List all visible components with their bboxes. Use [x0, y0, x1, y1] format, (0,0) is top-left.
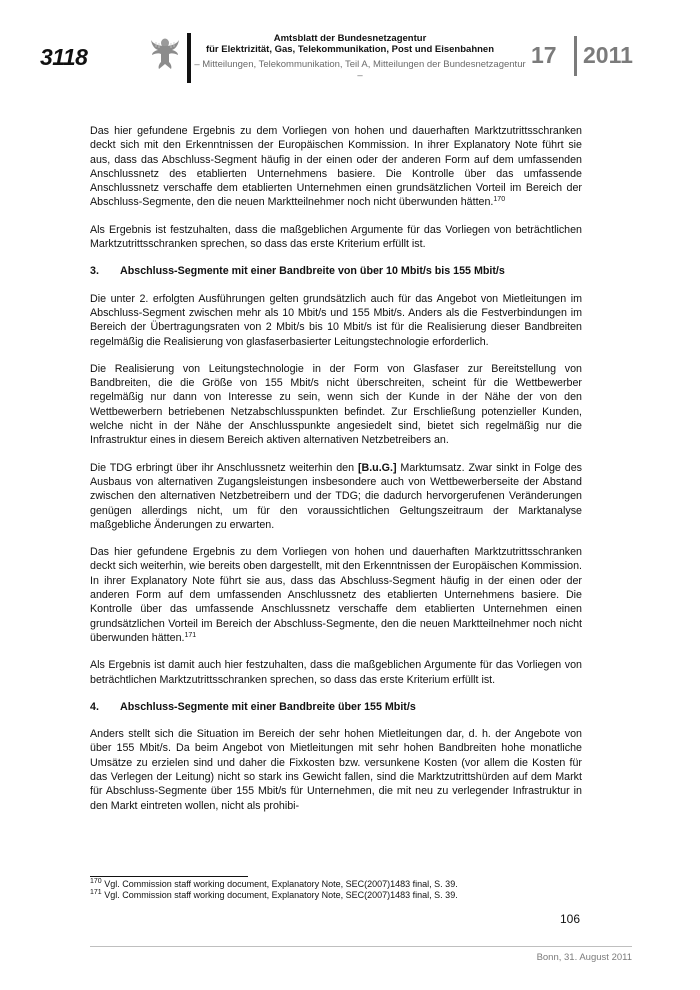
footnote-divider [90, 876, 248, 877]
document-page-number: 106 [560, 912, 581, 926]
paragraph-text: Die TDG erbringt über ihr Anschlussnetz weiterhin den [90, 461, 358, 474]
paragraph: Anders stellt sich die Situation im Bereich der sehr hohen Mietleitungen dar, d. h. der Angebote von über 155 Mbit/s. Da beim Angebot von Mietleitungen mit sehr hohen Bandbreiten hohe monatliche Umsätze zu erzielen sind und daher die Fixkosten bzw. versunkene Kosten (vor allem die Kosten für das Verlegen der Leitung) nicht so stark ins Gewicht fallen, sind die Marktzutrittshürden auf dem Markt für Abschluss-Segmente über 155 Mbit/s für Unternehmen, die mit neu zu verlegender Infrastruktur in den Markt eintreten wollen, nicht als prohibi- [90, 728, 582, 812]
footnote-text: Vgl. Commission staff working document, Explanatory Note, SEC(2007)1483 final, S. 39. [101, 879, 458, 889]
heading-number: 3. [90, 265, 99, 278]
heading-text: Abschluss-Segmente mit einer Bandbreite über 155 Mbit/s [120, 700, 416, 713]
paragraph-text: Marktumsatz. Zwar sinkt in Folge des Ausbaus von alternativen Zugangsleistungen insbesondere auch von Wettbewerberseite der Abstand zwischen den alternativen Netzbetreibern und der TDG; die dadurch hervorgerufenen Veränderungen genügen allerdings nicht, um für den voraussichtlichen Geltungszeitraum der Marktanalyse maßgebliche Änderungen zu erwarten. [90, 461, 582, 531]
gazette-title: Amtsblatt der Bundesnetzagentur [273, 33, 427, 44]
issue-year: 2011 [583, 42, 633, 68]
gazette-page-number: 3118 [40, 44, 88, 70]
gazette-section: – Mitteilungen, Telekommunikation, Teil A, Mitteilungen der Bundesnetzagentur – [194, 59, 526, 81]
footnote-number: 170 [90, 878, 102, 885]
gazette-title-subline: für Elektrizität, Gas, Telekommunikation, Post und Eisenbahnen [205, 44, 495, 55]
document-body [90, 124, 582, 826]
paragraph [90, 461, 582, 532]
footnote-ref[interactable]: 171 [184, 631, 197, 639]
paragraph [90, 124, 582, 210]
footer-divider [90, 946, 632, 947]
paragraph-text: Das hier gefundene Ergebnis zu dem Vorliegen von hohen und dauerhaften Marktzutrittsschranken deckt sich mit den Erkenntnissen der Europäischen Kommission. In ihrer Explanatory Note führt sie aus, dass das Abschluss-Segment häufig in der einen oder der anderen Form auf dem umfassenden Anschlussnetz des etablierten Unternehmens basiere. Die Kontrolle über das umfassende Anschlussnetz verschaffe dem etablierten Unternehmen einen grundsätzlichen Vorteil im Bereich der Abschluss-Segmente, den die neuen Marktteilnehmer noch nicht überwunden hätten. [90, 125, 582, 209]
footnote-text: Vgl. Commission staff working document, Explanatory Note, SEC(2007)1483 final, S. 39. [101, 890, 458, 900]
footnote-ref[interactable]: 170 [493, 196, 506, 204]
paragraph: Die Realisierung von Leitungstechnologie in der Form von Glasfaser zur Bereitstellung von Bandbreiten, die die Größe von 155 Mbit/s nicht überschreiten, scheint für die Wettbewerber regelmäßig nur dann von Interesse zu sein, wenn sich der Kunde in der Nähe der von den Wettbewerbern betriebenen Netzabschlusspunkten befindet. Zur Erschließung potenzieller Kunden, welche nicht in der Nähe der Anschlusspunkte angesiedelt sind, bietet sich regelmäßig nur die Infrastruktur eines in diesem Bereich aktiven alternativen Netzbetreibers an. [90, 362, 582, 447]
section-heading [90, 264, 582, 278]
footnote [90, 890, 458, 901]
section-heading [90, 700, 582, 714]
header-divider [187, 33, 191, 83]
paragraph [90, 545, 582, 645]
footnote [90, 879, 458, 890]
footer-date: Bonn, 31. August 2011 [536, 952, 632, 963]
federal-eagle-icon [150, 34, 180, 70]
redacted-marker: [B.u.G.] [357, 461, 397, 474]
heading-number: 4. [90, 700, 99, 713]
paragraph: Die unter 2. erfolgten Ausführungen gelten grundsätzlich auch für das Angebot von Mietleitungen im Abschluss-Segment zwischen mehr als 10 Mbit/s und 155 Mbit/s. Anders als die Festverbindungen im Bereich der Übertragungsraten von 2 Mbit/s bis 10 Mbit/s ist für die Realisierung dieser Bandbreiten regelmäßig die Realisierung von glasfaserbasierter Leitungstechnologie erforderlich. [90, 292, 582, 348]
footnote-number: 171 [90, 889, 102, 896]
paragraph-text: Das hier gefundene Ergebnis zu dem Vorliegen von hohen und dauerhaften Marktzutrittsschranken deckt sich weiterhin, wie bereits oben dargestellt, mit den Erkenntnissen der Europäischen Kommission. In ihrer Explanatory Note führt sie aus, dass das Abschluss-Segment häufig in der einen oder der anderen Form auf dem umfassenden Anschlussnetz des etablierten Unternehmens basiere. Die Kontrolle über das umfassende Anschlussnetz verschaffe dem etablierten Unternehmen einen grundsätzlichen Vorteil im Bereich der Abschluss-Segmente, den die neuen Marktteilnehmer noch nicht überwunden hätten. [90, 546, 582, 644]
issue-number: 17 [531, 42, 557, 68]
paragraph: Als Ergebnis ist damit auch hier festzuhalten, dass die maßgeblichen Argumente für das Vorliegen von beträchtlichen Marktzutrittsschranken sprechen, so dass das erste Kriterium erfüllt ist. [90, 659, 582, 686]
paragraph: Als Ergebnis ist festzuhalten, dass die maßgeblichen Argumente für das Vorliegen von beträchtlichen Marktzutrittsschranken sprechen, so dass das erste Kriterium erfüllt ist. [90, 223, 582, 251]
heading-text: Abschluss-Segmente mit einer Bandbreite von über 10 Mbit/s bis 155 Mbit/s [120, 265, 505, 278]
issue-divider [574, 36, 577, 76]
